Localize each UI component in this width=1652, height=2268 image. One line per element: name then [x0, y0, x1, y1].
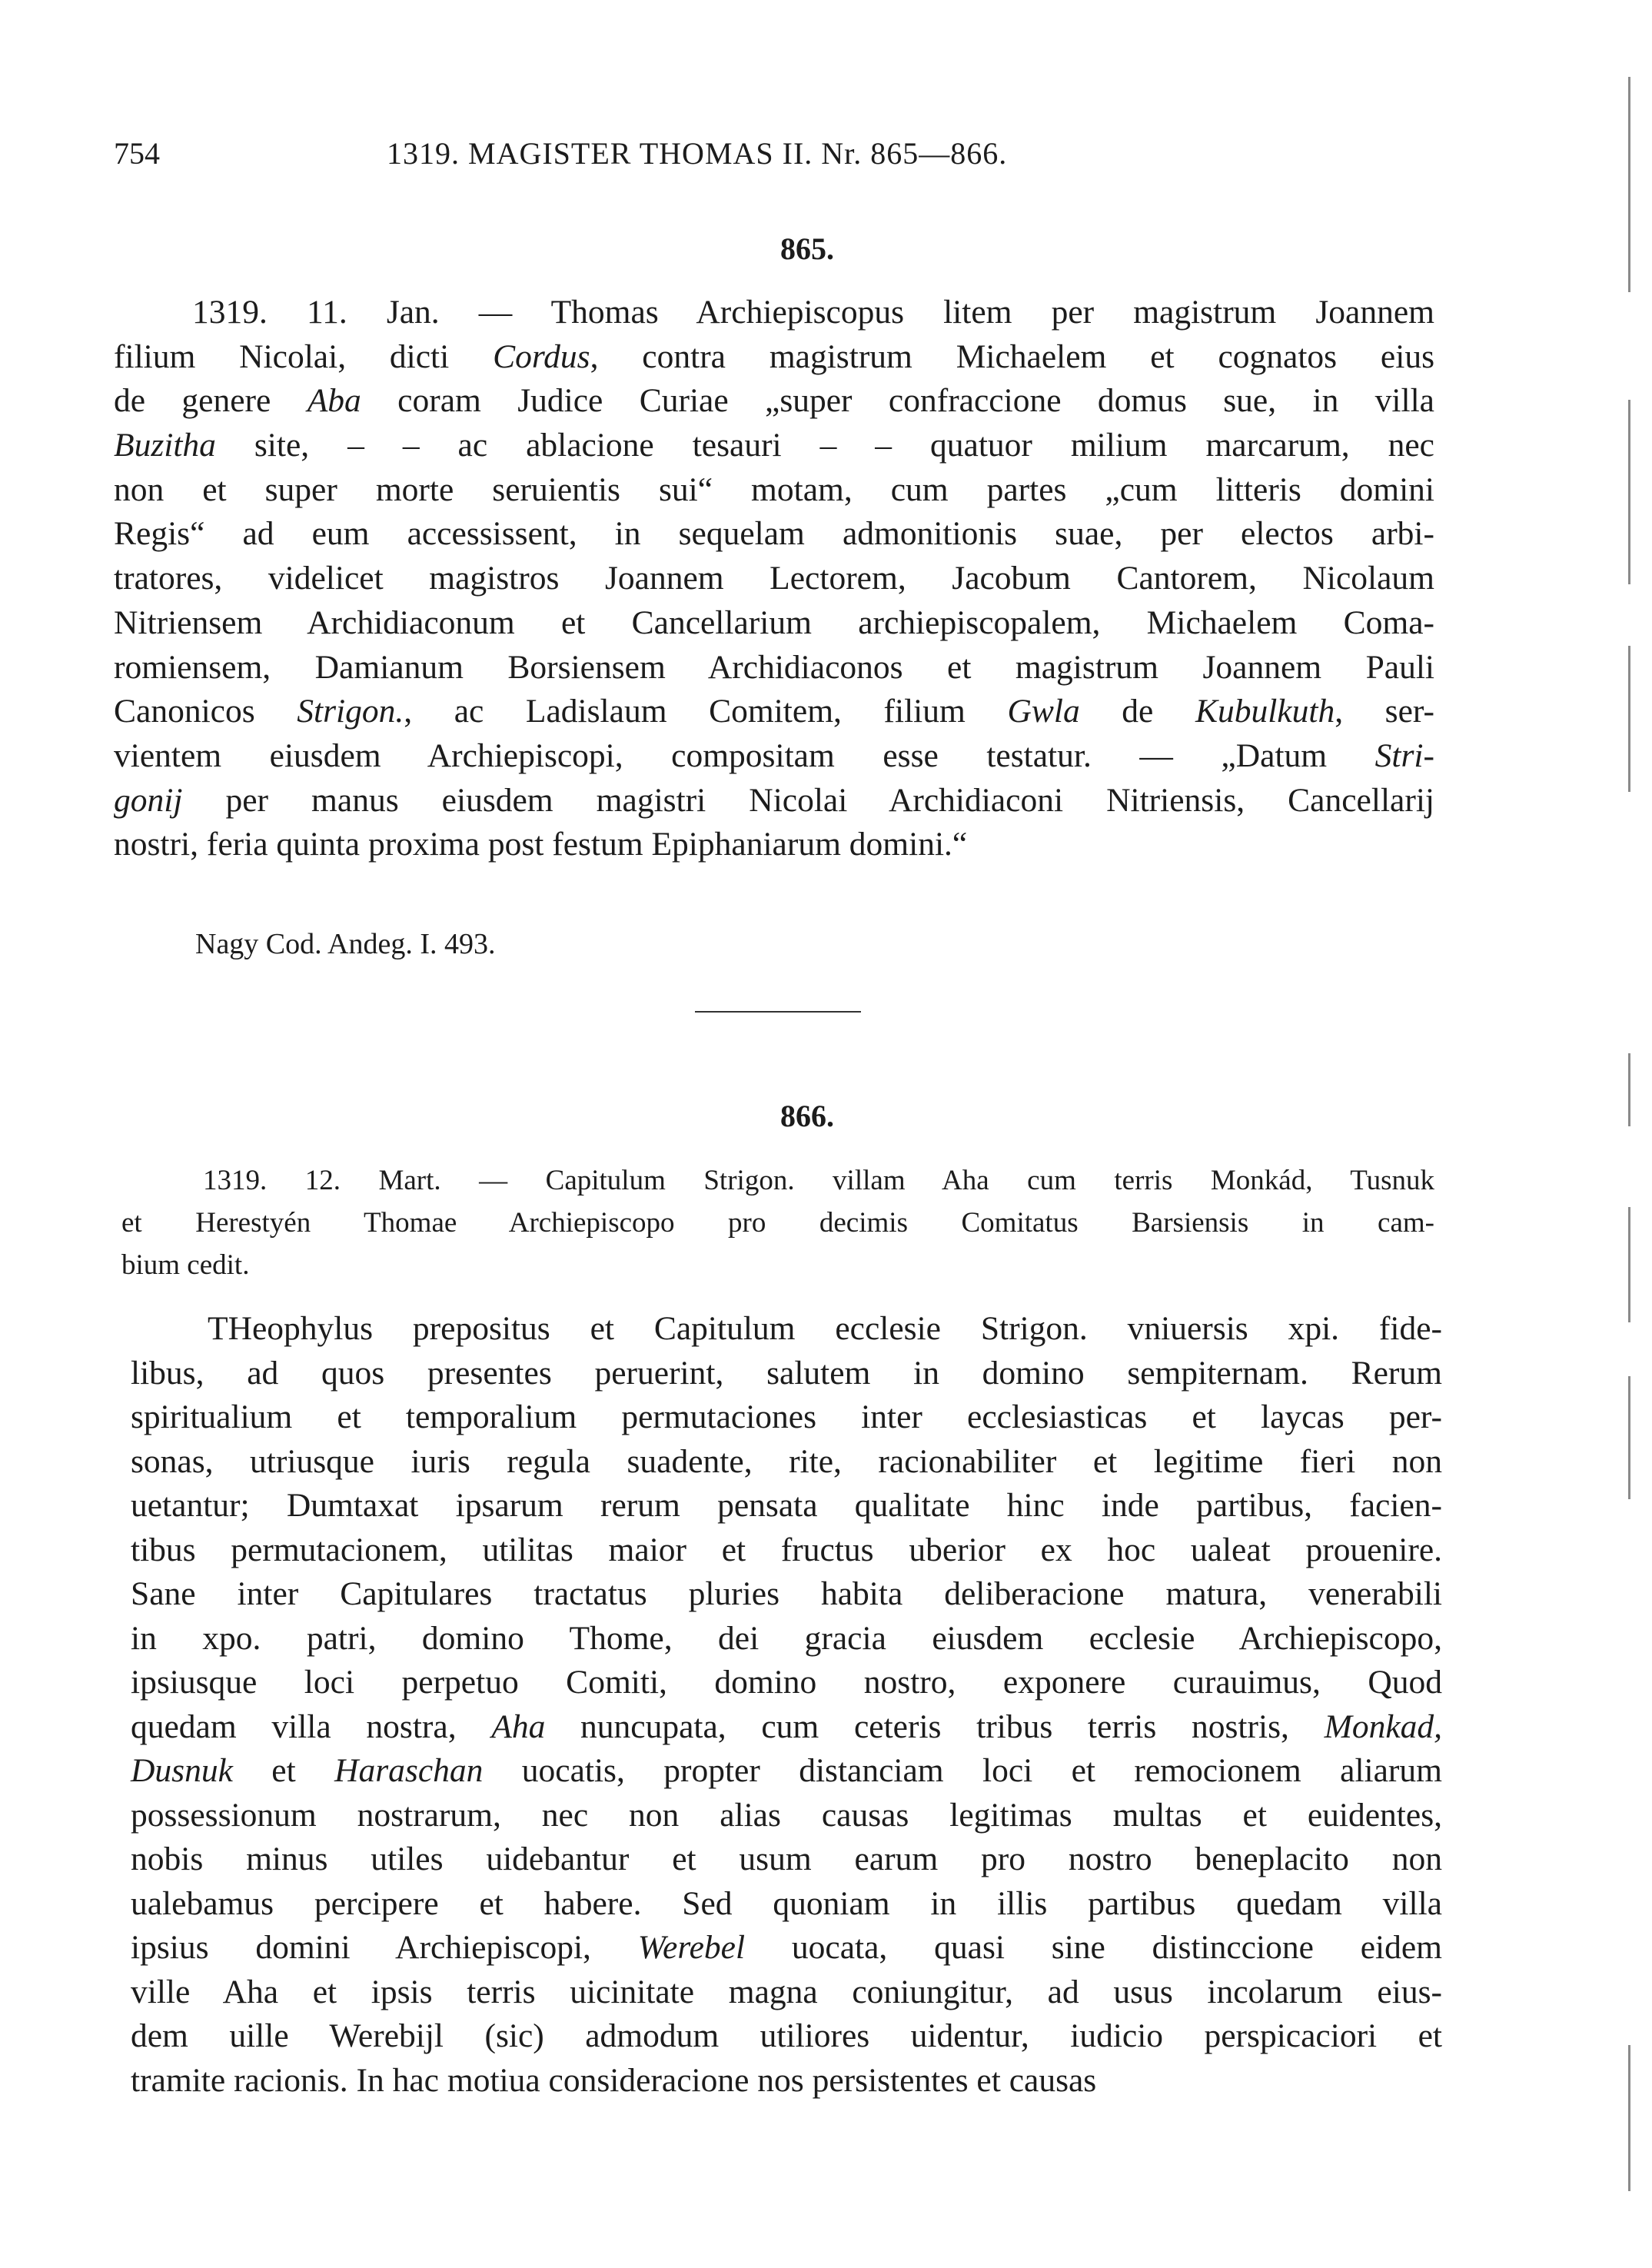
text-line — [114, 601, 1434, 646]
text-run: nobis minus utiles uidebantur et usum earum pro nostro beneplacito non — [131, 1841, 1442, 1877]
text-run: 1319. 12. Mart. — Capitulum Strigon. villam Aha cum terris Monkád, Tusnuk — [203, 1165, 1434, 1196]
margin-rule — [1628, 1053, 1630, 1126]
text-line — [131, 1837, 1442, 1882]
text-run: uocata, quasi sine distinccione eidem — [745, 1929, 1442, 1966]
italic-name: Dusnuk — [131, 1752, 233, 1789]
text-run: 1319. 11. Jan. — Thomas Archiepiscopus litem per magistrum Joannem — [192, 294, 1434, 331]
italic-name: Gwla — [1007, 693, 1080, 730]
text-line — [114, 823, 1434, 867]
text-line — [114, 734, 1434, 779]
text-run: uetantur; Dumtaxat ipsarum rerum pensata qualitate hinc inde partibus, facien- — [131, 1487, 1442, 1524]
text-run: romiensem, Damianum Borsiensem Archidiaconos et magistrum Joannem Pauli — [114, 648, 1434, 686]
italic-name: Buzitha — [114, 427, 216, 464]
italic-name: Stri- — [1374, 737, 1434, 774]
text-run: site, – – ac ablacione tesauri – – quatuor milium marcarum, nec — [215, 427, 1434, 464]
italic-name: Haraschan — [334, 1752, 484, 1789]
text-line — [131, 1749, 1442, 1794]
text-run: , ser- — [1335, 693, 1435, 730]
margin-rule — [1628, 646, 1630, 792]
text-run: et — [232, 1752, 335, 1789]
text-run: de genere — [114, 382, 307, 420]
entry-866-charter-text — [131, 1307, 1442, 2103]
text-run: et Herestyén Thomae Archiepiscopo pro decimis Comitatus Barsiensis in cam- — [121, 1207, 1434, 1239]
section-divider — [695, 1011, 861, 1013]
text-line — [121, 1202, 1434, 1244]
text-run: vientem eiusdem Archiepiscopi, compositam esse testatur. — „Datum — [114, 737, 1375, 774]
text-line — [131, 1484, 1442, 1528]
text-run: tibus permutacionem, utilitas maior et fructus uberior ex hoc ualeat prouenire. — [131, 1531, 1442, 1568]
text-line — [131, 1926, 1442, 1970]
text-line — [114, 646, 1434, 690]
margin-rule — [1628, 1207, 1630, 1322]
margin-rule — [1628, 400, 1630, 584]
text-run: ville Aha et ipsis terris uicinitate magna coniungitur, ad usus incolarum eius- — [131, 1973, 1442, 2010]
text-run: de — [1079, 693, 1195, 730]
text-line — [114, 557, 1434, 601]
text-line — [131, 1794, 1442, 1838]
text-line — [131, 1970, 1442, 2015]
text-line — [114, 291, 1434, 335]
text-run: tratores, videlicet magistros Joannem Lectorem, Jacobum Cantorem, Nicolaum — [114, 560, 1434, 597]
text-run: ipsius domini Archiepiscopi, — [131, 1929, 638, 1966]
italic-name: gonij — [114, 781, 183, 819]
text-run: ualebamus percipere et habere. Sed quoniam in illis partibus quedam villa — [131, 1884, 1442, 1922]
italic-name: Cordus — [493, 338, 590, 375]
text-run: per manus eiusdem magistri Nicolai Archidiaconi Nitriensis, Cancellarij — [182, 781, 1434, 819]
running-title: 1319. MAGISTER THOMAS II. Nr. 865—866. — [387, 136, 1008, 171]
italic-name: Monkad, — [1324, 1708, 1443, 1745]
italic-name: Aha — [491, 1708, 546, 1745]
text-line — [131, 1307, 1442, 1352]
italic-name: Aba — [307, 382, 361, 420]
text-line — [114, 468, 1434, 513]
text-run: bium cedit. — [121, 1249, 250, 1281]
text-run: sonas, utriusque iuris regula suadente, rite, racionabiliter et legitime fieri non — [131, 1442, 1442, 1480]
text-line — [131, 1395, 1442, 1440]
text-line — [131, 2059, 1442, 2103]
text-run: possessionum nostrarum, nec non alias causas legitimas multas et euidentes, — [131, 1796, 1442, 1834]
text-run: coram Judice Curiae „super confraccione domus sue, in villa — [361, 382, 1434, 420]
text-line — [131, 1528, 1442, 1573]
entry-866-summary — [121, 1159, 1434, 1286]
text-line — [131, 1661, 1442, 1705]
text-line — [114, 379, 1434, 424]
page-header — [114, 135, 1451, 181]
text-line — [131, 2014, 1442, 2059]
text-line — [114, 779, 1434, 823]
text-line — [131, 1705, 1442, 1750]
source-citation: Nagy Cod. Andeg. I. 493. — [195, 928, 496, 960]
text-line — [114, 335, 1434, 380]
text-line — [131, 1352, 1442, 1396]
text-run: Sane inter Capitulares tractatus pluries habita deliberacione matura, venerabili — [131, 1575, 1442, 1612]
entry-number-865: 865. — [780, 231, 834, 266]
text-line — [121, 1244, 1434, 1286]
italic-name: Werebel — [637, 1929, 746, 1966]
margin-rule — [1628, 77, 1630, 292]
text-run: Regis“ ad eum accessissent, in sequelam admonitionis suae, per electos arbi- — [114, 515, 1434, 553]
margin-rule — [1628, 1376, 1630, 1499]
margin-rule — [1628, 2045, 1630, 2191]
text-line — [131, 1882, 1442, 1927]
text-run: Nitriensem Archidiaconum et Cancellarium archiepiscopalem, Michaelem Coma- — [114, 604, 1434, 641]
text-run: uocatis, propter distanciam loci et remocionem aliarum — [483, 1752, 1442, 1789]
text-line — [131, 1617, 1442, 1661]
text-run: quedam villa nostra, — [131, 1708, 492, 1745]
text-run: tramite racionis. In hac motiua consideracione nos persistentes et causas — [131, 2061, 1097, 2099]
text-run: , contra magistrum Michaelem et cognatos eius — [590, 338, 1434, 375]
text-run: in xpo. patri, domino Thome, dei gracia eiusdem ecclesie Archiepiscopo, — [131, 1619, 1442, 1657]
text-line — [114, 512, 1434, 557]
text-line — [131, 1572, 1442, 1617]
text-run: ipsiusque loci perpetuo Comiti, domino nostro, exponere curauimus, Quod — [131, 1664, 1442, 1701]
text-run: libus, ad quos presentes peruerint, salutem in domino sempiternam. Rerum — [131, 1354, 1442, 1392]
text-run: nostri, feria quinta proxima post festum Epiphaniarum domini.“ — [114, 826, 968, 863]
text-line — [131, 1440, 1442, 1485]
text-line — [121, 1159, 1434, 1202]
text-run: , ac Ladislaum Comitem, filium — [404, 693, 1008, 730]
entry-number-866: 866. — [780, 1099, 834, 1133]
page-number: 754 — [114, 136, 160, 171]
text-run: non et super morte seruientis sui“ motam, cum partes „cum litteris domini — [114, 471, 1434, 508]
text-run: dem uille Werebijl (sic) admodum utiliores uidentur, iudicio perspicaciori et — [131, 2017, 1442, 2054]
text-run: spiritualium et temporalium permutaciones inter ecclesiasticas et laycas per- — [131, 1398, 1442, 1435]
text-run: filium Nicolai, dicti — [114, 338, 494, 375]
text-run: nuncupata, cum ceteris tribus terris nostris, — [545, 1708, 1325, 1745]
entry-865-text — [114, 291, 1434, 867]
italic-name: Kubulkuth — [1195, 693, 1335, 730]
text-run: THeophylus prepositus et Capitulum ecclesie Strigon. vniuersis xpi. fide- — [208, 1310, 1442, 1347]
italic-name: Strigon. — [297, 693, 404, 730]
text-line — [114, 424, 1434, 468]
text-line — [114, 690, 1434, 734]
text-run: Canonicos — [114, 693, 297, 730]
